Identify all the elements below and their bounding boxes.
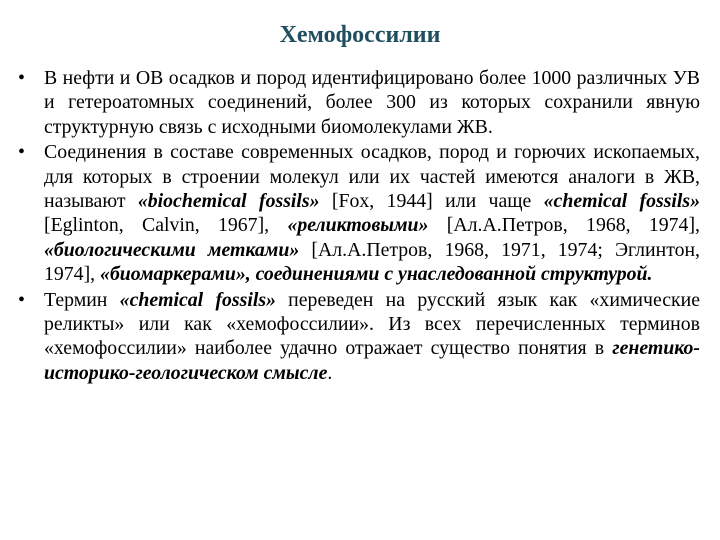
bullet-text: .	[327, 361, 333, 384]
bullet-text: В нефти и ОВ осадков и пород идентифицировано более 1000 различных УВ и гетероатомных соединений, более 300 из которых сохранили явную структурную связь с исходными биомолекулами ЖВ.	[44, 67, 700, 138]
emphasis-term: «биомаркерами», соединениями с унаследованной структурой.	[100, 263, 653, 286]
emphasis-term: «биологическими метками»	[44, 238, 300, 261]
bullet-text: [Ал.А.Петров, 1968, 1971, 1974; Эглинтон, 1974],	[44, 238, 700, 286]
bullet-dot: •	[18, 67, 25, 89]
bullet-list	[14, 66, 700, 386]
emphasis-term: генетико-историко-геологическом смысле	[44, 337, 700, 384]
bullet-text: Термин	[44, 288, 120, 311]
bullet-text: [Ал.А.Петров, 1968, 1974],	[428, 214, 700, 237]
emphasis-term: «biochemical fossils»	[137, 190, 320, 213]
bullet-text: [Fox, 1944] или чаще	[319, 190, 544, 213]
emphasis-term: «реликтовыми»	[287, 214, 429, 237]
bullet-item	[14, 66, 700, 139]
bullet-text: переведен на русский язык как «химические реликты» или как «хемофоссилии». Из всех перечисленных терминов «хемофоссилии» наиболее удачно отражает существо понятия в	[44, 288, 700, 360]
bullet-item	[14, 140, 700, 286]
bullet-item	[14, 288, 700, 386]
emphasis-term: «chemical fossils»	[119, 288, 276, 311]
slide-title: Хемофоссилии	[279, 22, 441, 48]
emphasis-term: «chemical fossils»	[543, 190, 700, 213]
bullet-dot: •	[18, 288, 25, 311]
bullet-dot: •	[18, 141, 25, 164]
bullet-text: Соединения в составе современных осадков, пород и горючих ископаемых, для которых в строении молекул или их частей имеются аналоги в ЖВ, называют	[44, 141, 700, 213]
bullet-text: [Eglinton, Calvin, 1967],	[44, 214, 288, 237]
